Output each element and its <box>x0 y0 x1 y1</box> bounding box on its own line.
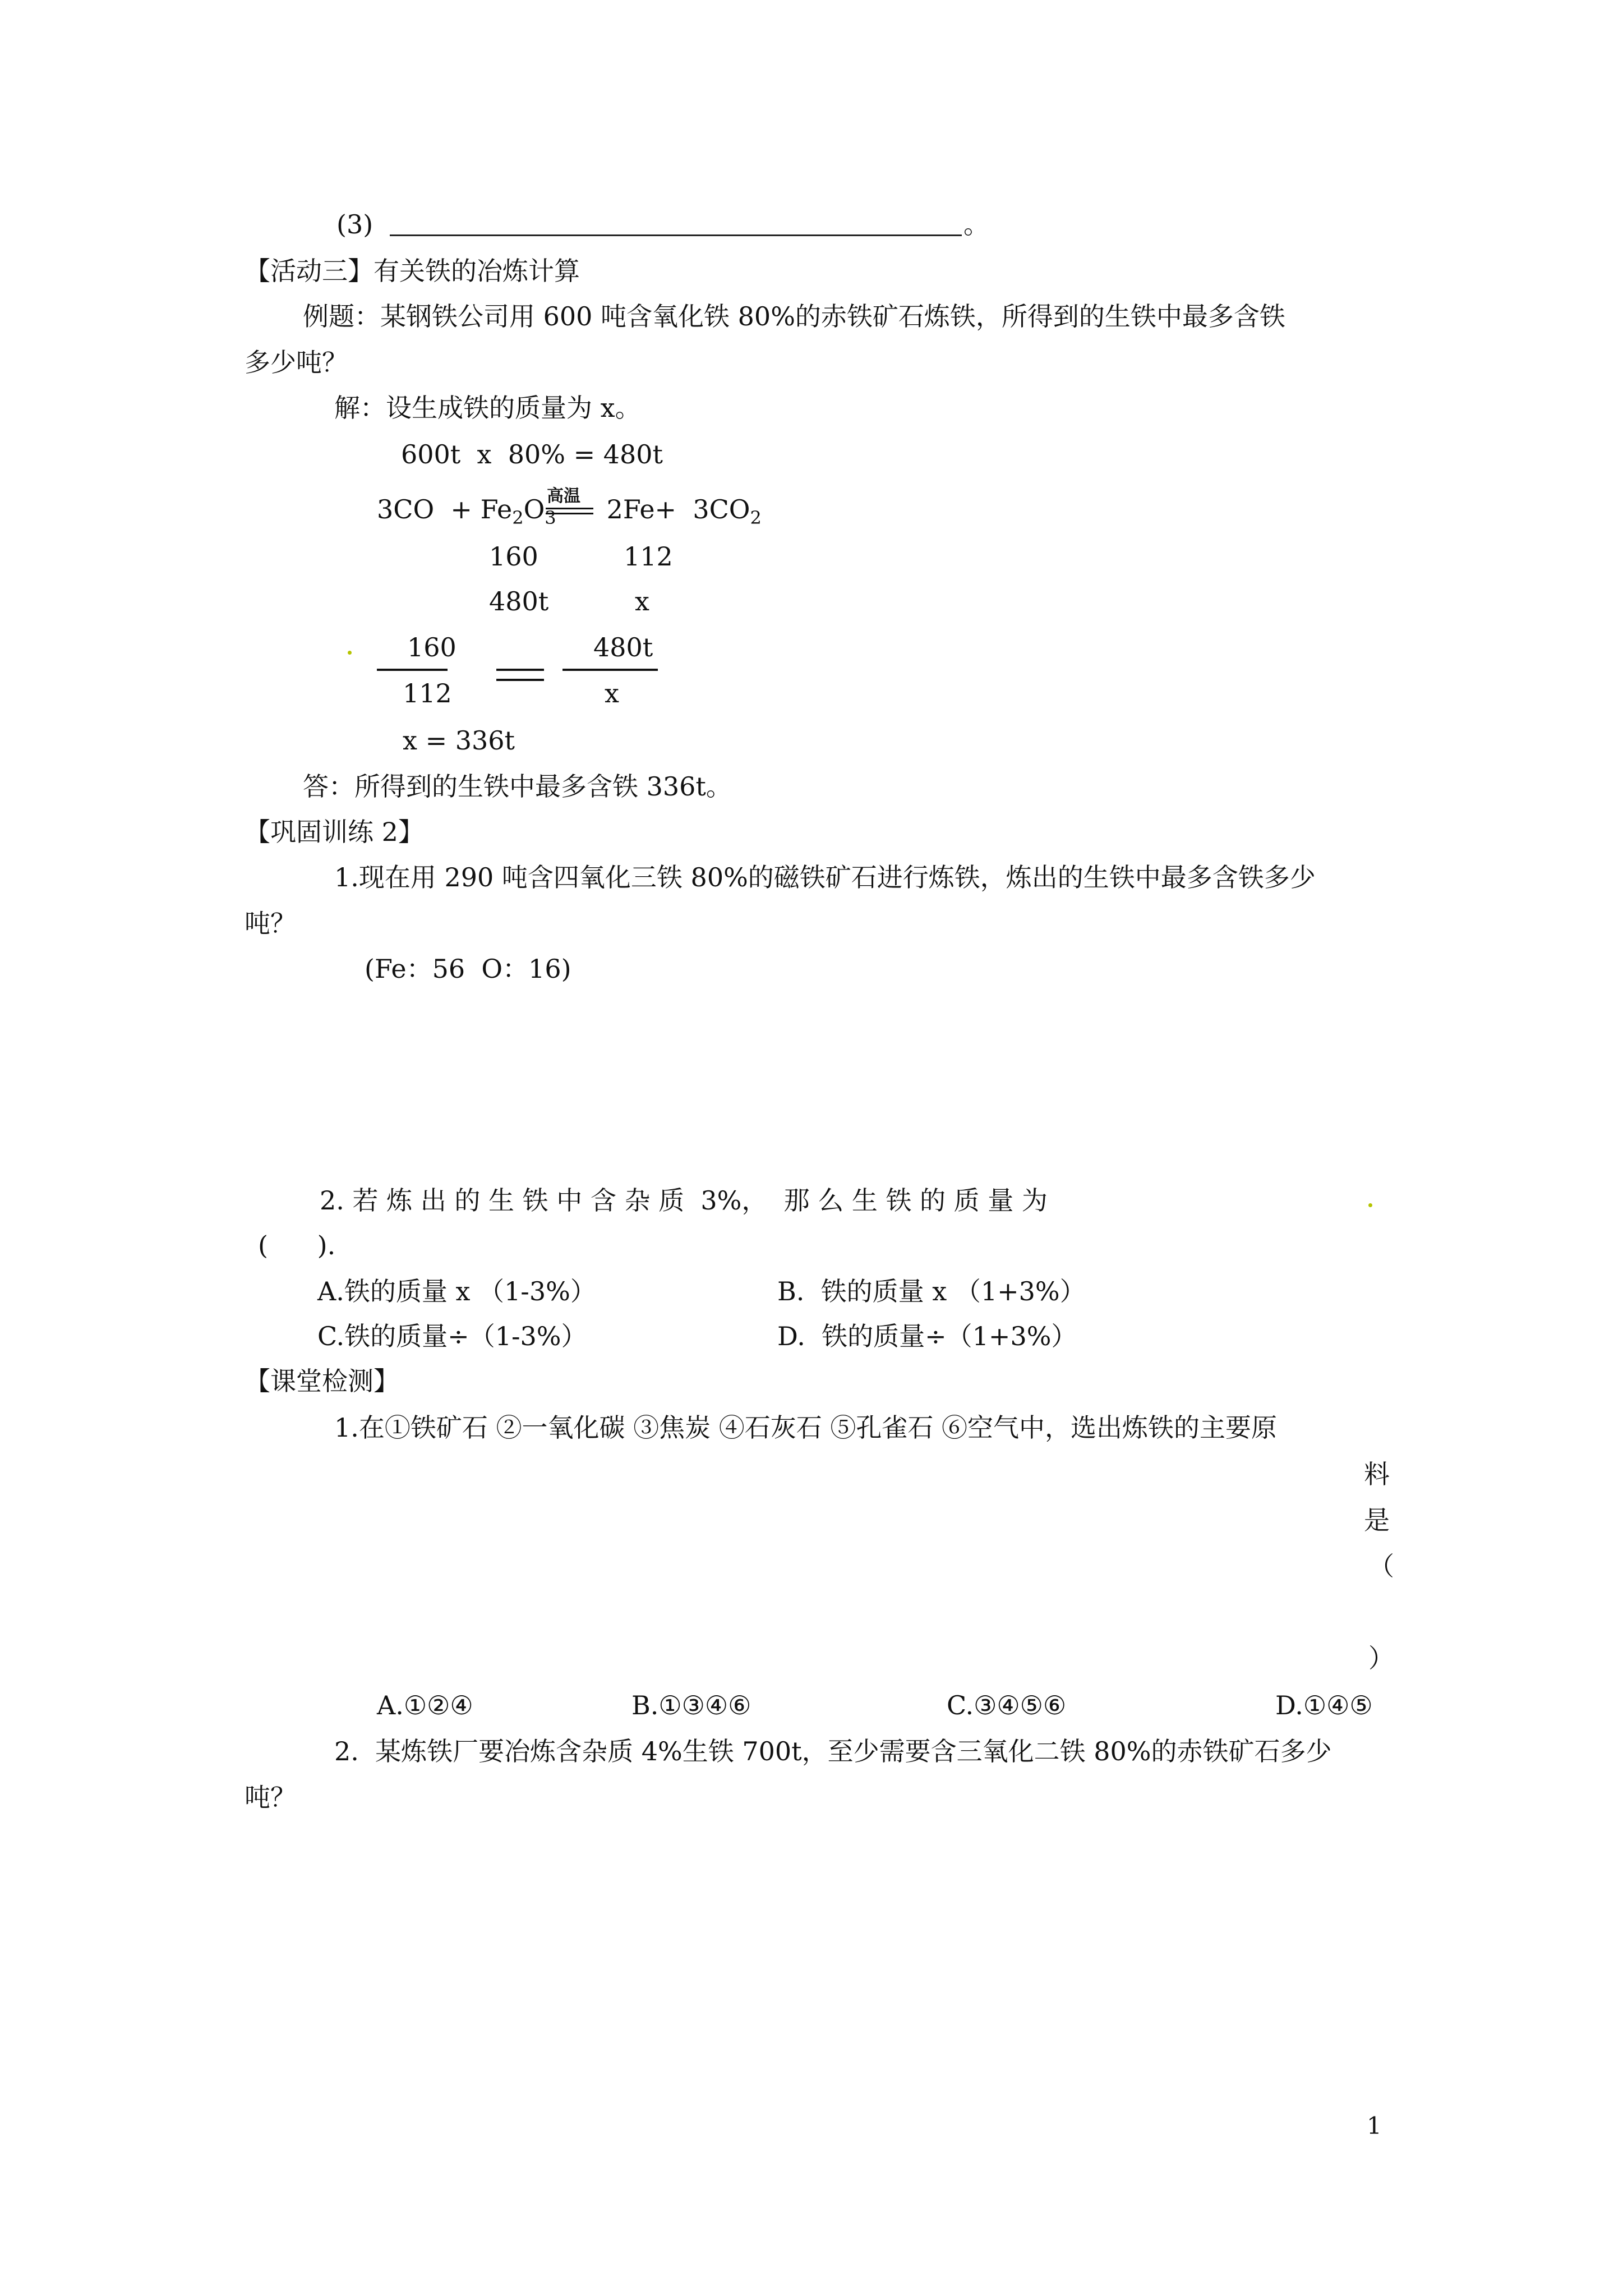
consolidation-q1-line2: 吨？ <box>245 908 296 938</box>
fraction-right-numerator: 480t <box>593 632 653 662</box>
classtest-q2-line1: 2. 某炼铁厂要冶炼含杂质 4%生铁 700t，至少需要含三氧化二铁 80%的赤铁矿石多少 <box>334 1736 1332 1766</box>
classtest-option-c[interactable]: C.③④⑤⑥ <box>947 1690 1067 1720</box>
classtest-q1-tail-3: （ <box>1368 1551 1394 1581</box>
classtest-option-d[interactable]: D.①④⑤ <box>1275 1690 1373 1720</box>
equation-bar-bottom <box>546 513 593 514</box>
ratio-fe: 112 <box>624 541 673 572</box>
given-fe: x <box>635 586 649 616</box>
consolidation-q2-line1: 2. 若 炼 出 的 生 铁 中 含 杂 质 3%， 那 么 生 铁 的 质 量 为 <box>320 1185 1048 1216</box>
equation-products: 2Fe+ 3CO <box>606 494 750 524</box>
ratio-fe2o3: 160 <box>489 541 538 572</box>
equation-bar-top <box>546 508 593 509</box>
decorative-dot <box>348 651 352 655</box>
classtest-q1-tail-2: 是 <box>1364 1505 1390 1535</box>
solution-intro: 解：设生成铁的质量为 x。 <box>334 393 641 423</box>
fraction-left-numerator: 160 <box>407 632 457 662</box>
equation-oxygen: O <box>523 494 545 524</box>
example-line-1: 例题：某钢铁公司用 600 吨含氧化铁 80%的赤铁矿石炼铁，所得到的生铁中最多含铁 <box>303 301 1285 332</box>
result: x = 336t <box>403 725 515 756</box>
example-line-2: 多少吨？ <box>245 347 348 378</box>
given-fe2o3: 480t <box>489 586 549 616</box>
answer-blank-line[interactable] <box>390 234 962 236</box>
consolidation-q1-line1: 1.现在用 290 吨含四氧化三铁 80%的磁铁矿石进行炼铁，炼出的生铁中最多含铁多少 <box>334 862 1316 892</box>
option-d[interactable]: D. 铁的质量÷（1+3%） <box>777 1321 1077 1351</box>
fraction-left-bar <box>377 669 448 671</box>
classtest-q1-tail-4: ） <box>1368 1643 1394 1673</box>
classtest-option-b[interactable]: B.①③④⑥ <box>631 1690 751 1720</box>
classtest-option-a[interactable]: A.①②④ <box>377 1690 473 1720</box>
reaction-condition: 高温 <box>547 486 580 506</box>
question-3-end: 。 <box>963 209 989 240</box>
subscript: 3 <box>545 507 556 528</box>
equals-sign-bottom <box>496 679 544 681</box>
fraction-right-bar <box>562 669 658 671</box>
decorative-dot <box>1368 1203 1372 1207</box>
atomic-mass-hint: (Fe：56 O：16) <box>365 954 571 984</box>
subscript: 2 <box>512 507 524 528</box>
classtest-q1-tail-1: 料 <box>1364 1459 1390 1489</box>
equation-reactants: 3CO + Fe <box>377 494 513 524</box>
consolidation-heading: 【巩固训练 2】 <box>245 817 424 847</box>
question-3-label: (3) <box>336 209 374 240</box>
mass-calculation: 600t x 80% = 480t <box>401 439 663 470</box>
example-answer: 答：所得到的生铁中最多含铁 336t。 <box>303 771 732 802</box>
fraction-left-denominator: 112 <box>403 678 452 708</box>
page-number: 1 <box>1367 2112 1382 2139</box>
equals-sign-top <box>496 669 544 671</box>
option-b[interactable]: B. 铁的质量 x （1+3%） <box>777 1276 1086 1306</box>
classtest-q2-line2: 吨？ <box>245 1782 296 1812</box>
subscript: 2 <box>750 507 762 528</box>
option-c[interactable]: C.铁的质量÷（1-3%） <box>317 1321 587 1351</box>
classtest-heading: 【课堂检测】 <box>245 1366 399 1396</box>
classtest-q1-line1: 1.在①铁矿石 ②一氧化碳 ③焦炭 ④石灰石 ⑤孔雀石 ⑥空气中，选出炼铁的主要原 <box>334 1412 1277 1443</box>
option-a[interactable]: A.铁的质量 x （1-3%） <box>317 1276 596 1306</box>
answer-parenthesis[interactable]: ( ). <box>258 1230 336 1260</box>
activity3-heading: 【活动三】有关铁的冶炼计算 <box>245 256 580 286</box>
fraction-right-denominator: x <box>605 678 619 708</box>
